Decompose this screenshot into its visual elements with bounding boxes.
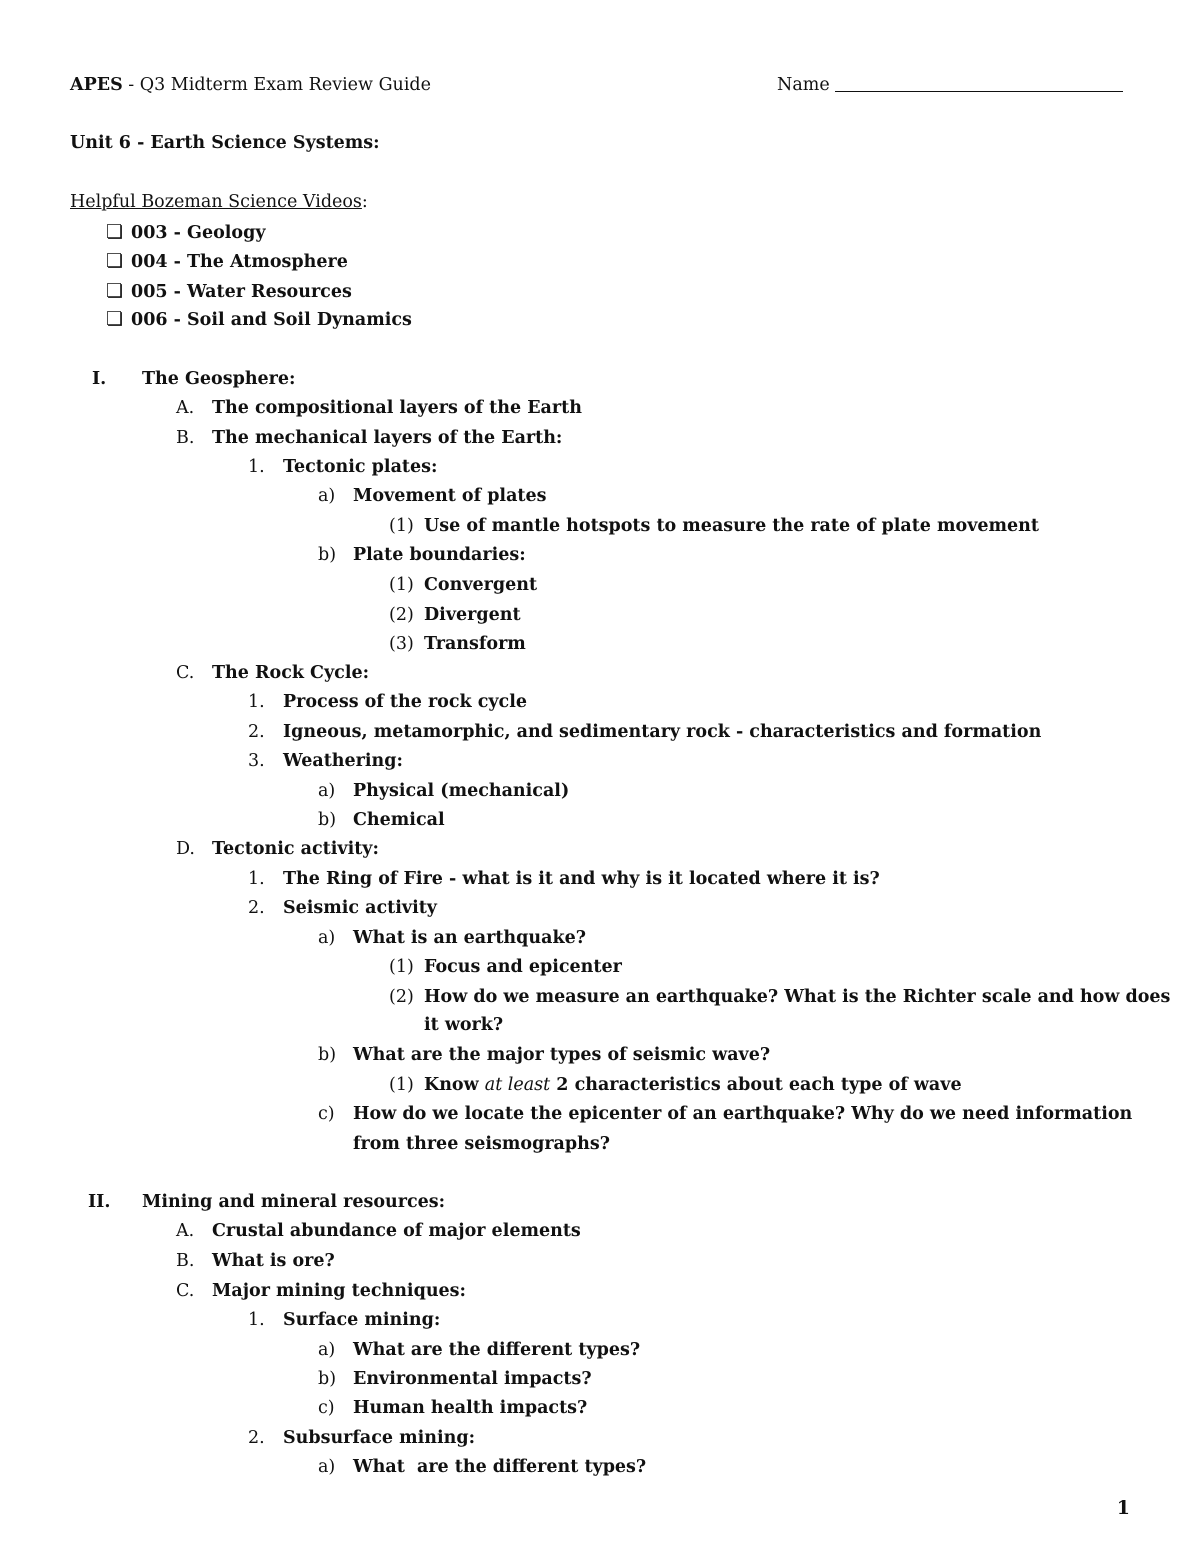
outline-item: Process of the rock cycle xyxy=(283,692,527,712)
outline-num: 1. xyxy=(248,692,265,712)
section-number: I. xyxy=(92,369,107,389)
video-label: 006 - Soil and Soil Dynamics xyxy=(131,310,412,330)
list-item xyxy=(106,250,348,273)
checkbox-icon[interactable]: ❏ xyxy=(106,221,124,243)
outline-num: (1) xyxy=(389,1075,414,1095)
outline-item: What is ore? xyxy=(212,1251,335,1271)
outline-num: D. xyxy=(176,839,195,859)
outline-item: Igneous, metamorphic, and sedimentary rock - characteristics and formation xyxy=(283,722,1042,742)
outline-num: 2. xyxy=(248,898,265,918)
outline-item: How do we locate the epicenter of an earthquake? Why do we need information xyxy=(353,1104,1133,1124)
list-item xyxy=(106,280,352,303)
checkbox-icon[interactable]: ❏ xyxy=(106,280,124,302)
videos-heading-text: Helpful Bozeman Science Videos xyxy=(70,192,362,212)
outline-num: B. xyxy=(176,1251,195,1271)
unit-title: Unit 6 - Earth Science Systems: xyxy=(70,133,380,153)
outline-item: Major mining techniques: xyxy=(212,1281,466,1301)
videos-heading xyxy=(70,191,368,213)
outline-item-continuation: from three seismographs? xyxy=(353,1134,610,1154)
videos-heading-colon: : xyxy=(361,192,368,212)
outline-num: c) xyxy=(318,1104,335,1124)
outline-num: b) xyxy=(318,545,337,565)
list-item xyxy=(106,221,266,244)
outline-item: Transform xyxy=(424,634,526,654)
section-number: II. xyxy=(88,1192,111,1212)
outline-item: The Rock Cycle: xyxy=(212,663,370,683)
outline-item: Human health impacts? xyxy=(353,1398,588,1418)
checkbox-icon[interactable]: ❏ xyxy=(106,250,124,272)
section-title: The Geosphere: xyxy=(142,369,296,389)
outline-num: a) xyxy=(318,1457,336,1477)
outline-num: 1. xyxy=(248,457,265,477)
outline-num: b) xyxy=(318,1369,337,1389)
outline-num: a) xyxy=(318,486,336,506)
outline-num: 3. xyxy=(248,751,265,771)
outline-item: Focus and epicenter xyxy=(424,957,622,977)
outline-item: Environmental impacts? xyxy=(353,1369,592,1389)
outline-num: (1) xyxy=(389,957,414,977)
outline-item: Convergent xyxy=(424,575,538,595)
outline-num: (1) xyxy=(389,516,414,536)
outline-item: Use of mantle hotspots to measure the rate of plate movement xyxy=(424,516,1039,536)
outline-num: A. xyxy=(176,398,195,418)
name-field[interactable] xyxy=(835,91,1123,92)
outline-item xyxy=(424,1074,962,1096)
outline-item: Subsurface mining: xyxy=(283,1428,476,1448)
video-label: 005 - Water Resources xyxy=(131,282,352,302)
outline-item: Plate boundaries: xyxy=(353,545,526,565)
video-label: 003 - Geology xyxy=(131,223,266,243)
text-run: Know xyxy=(424,1075,485,1095)
outline-num: 2. xyxy=(248,1428,265,1448)
outline-num: B. xyxy=(176,428,195,448)
title-text: - Q3 Midterm Exam Review Guide xyxy=(122,75,431,95)
outline-item: What are the different types? xyxy=(353,1457,647,1477)
course-code: APES xyxy=(70,75,123,95)
outline-item: The Ring of Fire - what is it and why is it located where it is? xyxy=(283,869,880,889)
outline-num: a) xyxy=(318,781,336,801)
outline-item: Chemical xyxy=(353,810,445,830)
outline-num: (3) xyxy=(389,634,414,654)
checkbox-icon[interactable]: ❏ xyxy=(106,308,124,330)
outline-item: What are the different types? xyxy=(353,1340,641,1360)
outline-item: Physical (mechanical) xyxy=(353,781,570,801)
outline-item: Divergent xyxy=(424,605,521,625)
outline-item: Tectonic activity: xyxy=(212,839,379,859)
outline-item-continuation: it work? xyxy=(424,1015,504,1035)
outline-item: Crustal abundance of major elements xyxy=(212,1221,581,1241)
outline-num: b) xyxy=(318,810,337,830)
outline-num: (2) xyxy=(389,987,414,1007)
outline-num: 2. xyxy=(248,722,265,742)
outline-num: C. xyxy=(176,1281,195,1301)
outline-item: The compositional layers of the Earth xyxy=(212,398,582,418)
document-title xyxy=(70,74,431,96)
list-item xyxy=(106,308,412,331)
section-title: Mining and mineral resources: xyxy=(142,1192,446,1212)
outline-num: a) xyxy=(318,928,336,948)
outline-item: Surface mining: xyxy=(283,1310,441,1330)
outline-item: The mechanical layers of the Earth: xyxy=(212,428,563,448)
name-label: Name xyxy=(777,75,830,95)
outline-num: b) xyxy=(318,1045,337,1065)
outline-num: C. xyxy=(176,663,195,683)
outline-item: Movement of plates xyxy=(353,486,547,506)
outline-num: c) xyxy=(318,1398,335,1418)
text-run: 2 characteristics about each type of wave xyxy=(550,1075,962,1095)
outline-item: What is an earthquake? xyxy=(353,928,586,948)
outline-num: 1. xyxy=(248,869,265,889)
outline-num: A. xyxy=(176,1221,195,1241)
outline-item: Weathering: xyxy=(283,751,403,771)
outline-item: Seismic activity xyxy=(283,898,437,918)
outline-item: Tectonic plates: xyxy=(283,457,438,477)
outline-item: What are the major types of seismic wave? xyxy=(353,1045,771,1065)
page-number: 1 xyxy=(1116,1497,1130,1519)
outline-num: a) xyxy=(318,1340,336,1360)
outline-num: 1. xyxy=(248,1310,265,1330)
outline-num: (1) xyxy=(389,575,414,595)
video-label: 004 - The Atmosphere xyxy=(131,252,348,272)
emphasis-text: at least xyxy=(484,1075,551,1095)
outline-item: How do we measure an earthquake? What is the Richter scale and how does xyxy=(424,987,1171,1007)
outline-num: (2) xyxy=(389,605,414,625)
